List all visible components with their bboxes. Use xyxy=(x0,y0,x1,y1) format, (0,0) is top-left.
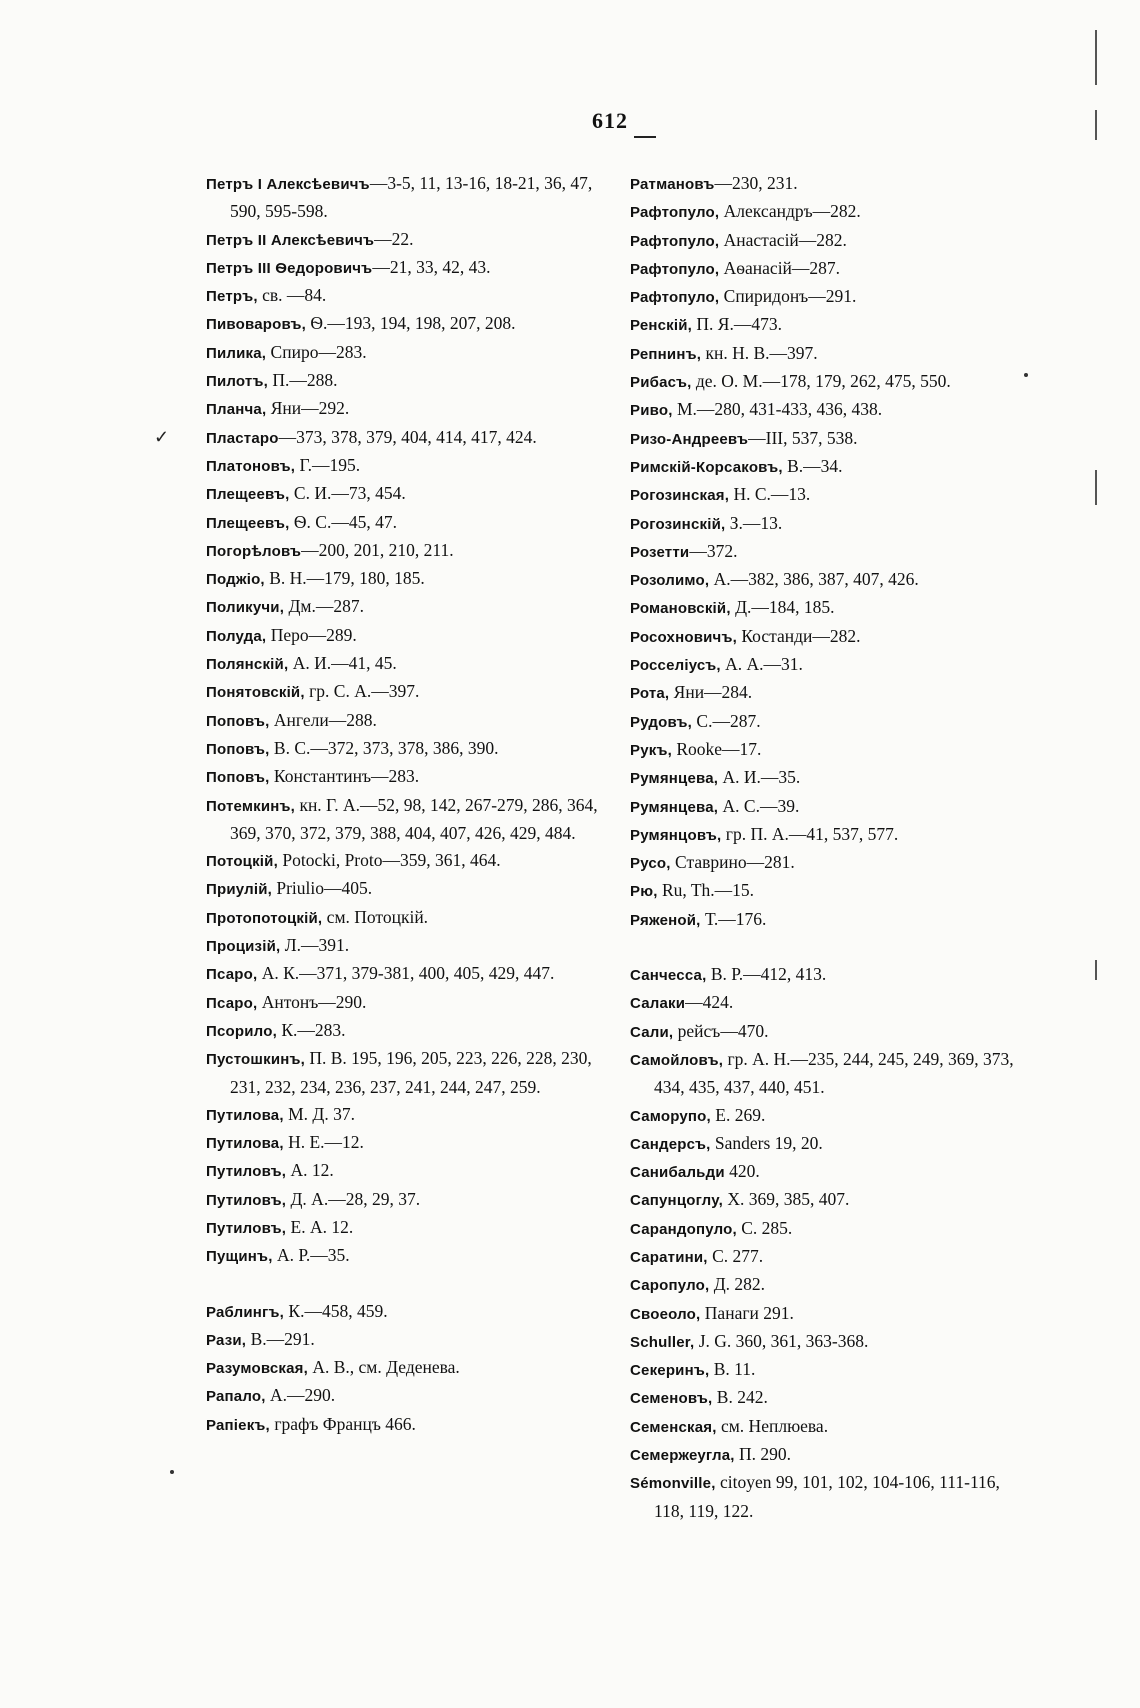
entry-refs: Н. Е.—12. xyxy=(283,1132,364,1153)
index-entry xyxy=(630,510,1030,538)
entry-name: Своеоло, xyxy=(630,1305,701,1323)
entry-refs: Константинъ—283. xyxy=(269,766,420,787)
entry-refs: П. В. 195, 196, 205, 223, 226, 228, 230, 231, 232, 234, 236, 237, 241, 244, 247, 259. xyxy=(230,1048,592,1097)
entry-name: Поджіо, xyxy=(206,571,265,589)
entry-name: Сапунцоглу, xyxy=(630,1192,723,1210)
entry-name: Псорило, xyxy=(206,1022,277,1040)
entry-name: Румянцева, xyxy=(630,798,719,816)
entry-refs: А. К.—371, 379-381, 400, 405, 429, 447. xyxy=(257,963,555,984)
index-entry xyxy=(630,1046,1030,1102)
entry-name: Путилова, xyxy=(206,1135,284,1153)
entry-name: Петръ I Алексѣевичъ xyxy=(206,176,370,193)
entry-refs: Х. 369, 385, 407. xyxy=(723,1189,850,1210)
entry-name: Рота, xyxy=(630,685,670,703)
entry-name: Путилова, xyxy=(206,1106,284,1124)
index-entry xyxy=(206,960,606,988)
edge-mark xyxy=(1095,110,1097,140)
entry-name: Петръ III Ѳедоровичъ xyxy=(206,259,373,277)
index-entry xyxy=(630,594,1030,622)
entry-name: Репнинъ, xyxy=(630,345,702,363)
index-entry xyxy=(630,708,1030,736)
entry-name: Санибальди xyxy=(630,1164,725,1182)
index-entry xyxy=(206,1354,606,1382)
entry-name: Риво, xyxy=(630,402,673,420)
index-entry xyxy=(630,1441,1030,1469)
entry-name: Планча, xyxy=(206,401,267,419)
entry-name: Рудовъ, xyxy=(630,713,693,731)
index-entry xyxy=(206,480,606,508)
index-entry xyxy=(206,1382,606,1410)
index-entry xyxy=(630,906,1030,934)
entry-refs: Спиридонъ—291. xyxy=(719,286,857,307)
entry-name: Розетти xyxy=(630,543,690,561)
index-entry xyxy=(630,1215,1030,1243)
entry-refs: К.—283. xyxy=(276,1019,346,1040)
entry-refs: В. 11. xyxy=(709,1359,756,1380)
index-entry xyxy=(630,1469,1030,1525)
index-entry xyxy=(630,396,1030,424)
entry-refs: —230, 231. xyxy=(714,173,798,193)
entry-refs: кн. Г. А.—52, 98, 142, 267-279, 286, 364, 369, 370, 372, 379, 388, 404, 407, 426, 429, 484. xyxy=(230,794,598,843)
entry-refs: Priulio—405. xyxy=(272,878,373,899)
entry-refs: Т.—176. xyxy=(700,908,767,929)
entry-refs: Sanders 19, 20. xyxy=(710,1132,823,1153)
entry-name: Рапало, xyxy=(206,1388,266,1406)
index-entry xyxy=(630,538,1030,566)
index-entry xyxy=(630,989,1030,1017)
page-number: 612 xyxy=(592,108,628,133)
section-gap xyxy=(630,934,1030,961)
entry-refs: В. С.—372, 373, 378, 386, 390. xyxy=(269,737,499,758)
entry-refs: Л.—391. xyxy=(280,935,350,956)
entry-refs: В. Н.—179, 180, 185. xyxy=(264,568,425,589)
entry-refs: В.—34. xyxy=(782,455,843,476)
entry-refs: см. Неплюева. xyxy=(716,1415,829,1436)
index-entry xyxy=(206,254,606,282)
entry-refs: Ставрино—281. xyxy=(670,852,795,873)
entry-name: Плещеевъ, xyxy=(206,514,290,532)
index-entry xyxy=(206,593,606,621)
index-entry xyxy=(630,1130,1030,1158)
entry-refs: —424. xyxy=(685,992,734,1013)
entry-refs: Ru, Th.—15. xyxy=(657,880,755,901)
index-column-left xyxy=(154,170,606,1439)
entry-refs: А. С.—39. xyxy=(718,795,800,816)
entry-name: Семержеугла, xyxy=(630,1447,735,1465)
index-entry xyxy=(206,1298,606,1326)
index-entry xyxy=(630,821,1030,849)
entry-name: Ренскій, xyxy=(630,317,693,335)
entry-name: Петръ II Алексѣевичъ xyxy=(206,231,375,249)
index-entry xyxy=(206,1242,606,1270)
entry-refs: З.—13. xyxy=(725,512,783,533)
entry-name: Румянцева, xyxy=(630,770,719,788)
entry-refs: К.—458, 459. xyxy=(284,1300,388,1321)
entry-name: Рибасъ, xyxy=(630,374,692,392)
entry-name: Петръ, xyxy=(206,288,258,306)
entry-refs: 420. xyxy=(724,1161,760,1182)
entry-name: Пилотъ, xyxy=(206,373,268,391)
entry-name: Сали, xyxy=(630,1023,674,1041)
entry-refs: Спиро—283. xyxy=(266,341,367,362)
entry-name: Ризо-Андреевъ xyxy=(630,430,749,448)
entry-name: Путиловъ, xyxy=(206,1191,287,1209)
index-entry xyxy=(206,509,606,537)
index-entry xyxy=(630,566,1030,594)
entry-refs: В.—291. xyxy=(246,1328,315,1349)
index-entry xyxy=(630,198,1030,226)
entry-name: Рапіекъ, xyxy=(206,1416,270,1434)
entry-refs: Панаги 291. xyxy=(700,1302,794,1323)
index-entry xyxy=(630,311,1030,339)
index-entry xyxy=(630,453,1030,481)
index-entry xyxy=(206,282,606,310)
entry-refs: Ѳ. С.—45, 47. xyxy=(289,511,397,532)
edge-mark xyxy=(1095,470,1097,505)
index-entry xyxy=(206,678,606,706)
index-entry xyxy=(630,736,1030,764)
index-entry xyxy=(630,1158,1030,1186)
entry-name: Розолимо, xyxy=(630,572,710,590)
entry-name: Ратмановъ xyxy=(630,176,715,193)
entry-name: Schuller, xyxy=(630,1333,695,1351)
entry-name: Самойловъ, xyxy=(630,1051,724,1069)
index-column-right xyxy=(630,170,1030,1525)
entry-name: Пивоваровъ, xyxy=(206,316,307,334)
index-entry xyxy=(206,1186,606,1214)
entry-refs: С.—287. xyxy=(692,710,761,731)
entry-name: Рази, xyxy=(206,1331,247,1349)
entry-refs: Н. С.—13. xyxy=(729,484,811,505)
entry-name: Полянскій, xyxy=(206,656,289,674)
index-entry xyxy=(206,707,606,735)
entry-name: Sémonville, xyxy=(630,1475,716,1493)
stray-dot xyxy=(170,1470,174,1474)
entry-name: Сандерсъ, xyxy=(630,1135,711,1153)
entry-name: Римскій-Корсаковъ, xyxy=(630,458,783,476)
entry-refs: П. Я.—473. xyxy=(692,314,782,335)
index-entry xyxy=(206,1101,606,1129)
index-entry xyxy=(630,1384,1030,1412)
entry-name: Платоновъ, xyxy=(206,457,296,475)
index-entry xyxy=(206,170,606,226)
entry-name: Разумовская, xyxy=(206,1360,308,1378)
index-entry xyxy=(630,877,1030,905)
index-entry xyxy=(630,1413,1030,1441)
entry-name: Секеринъ, xyxy=(630,1362,710,1380)
entry-name: Саропуло, xyxy=(630,1277,710,1295)
entry-refs: рейсъ—470. xyxy=(673,1020,769,1041)
index-entry xyxy=(206,1214,606,1242)
index-entry xyxy=(206,339,606,367)
entry-refs: —3-5, 11, 13-16, 18-21, 36, 47, 590, 595-598. xyxy=(230,173,593,222)
entry-refs: Яни—284. xyxy=(669,682,753,703)
entry-refs: Д. 282. xyxy=(709,1274,766,1295)
entry-refs: П. 290. xyxy=(734,1444,792,1465)
entry-name: Сарандопуло, xyxy=(630,1220,737,1238)
entry-refs: гр. С. А.—397. xyxy=(304,681,420,702)
entry-refs: А.—382, 386, 387, 407, 426. xyxy=(709,569,919,590)
entry-refs: А. Р.—35. xyxy=(272,1245,350,1266)
entry-refs: Е. А. 12. xyxy=(286,1216,354,1237)
entry-name: Румянцовъ, xyxy=(630,826,722,844)
entry-refs: Анастасій—282. xyxy=(719,229,847,250)
entry-refs: С. 277. xyxy=(707,1245,764,1266)
index-entry xyxy=(630,679,1030,707)
index-entry: ✓ Пластаро—373, 378, 379, 404, 414, 417, 424. xyxy=(154,426,537,447)
index-entry xyxy=(206,875,606,903)
index-entry xyxy=(206,367,606,395)
entry-refs: кн. Н. В.—397. xyxy=(701,342,818,363)
entry-refs: Ѳ.—193, 194, 198, 207, 208. xyxy=(306,313,516,334)
entry-name: Путиловъ, xyxy=(206,1219,287,1237)
entry-refs: П.—288. xyxy=(267,370,338,391)
index-entry xyxy=(206,452,606,480)
index-entry xyxy=(206,650,606,678)
entry-name: Росселіусъ, xyxy=(630,657,721,675)
index-entry xyxy=(630,1186,1030,1214)
index-entry xyxy=(630,849,1030,877)
entry-name: Поповъ, xyxy=(206,769,270,787)
entry-name: Потемкинъ, xyxy=(206,797,296,815)
entry-name: Пустошкинъ, xyxy=(206,1051,305,1069)
entry-name: Рафтопуло, xyxy=(630,232,720,250)
index-entry xyxy=(206,735,606,763)
entry-refs: графъ Францъ 466. xyxy=(269,1413,416,1434)
entry-name: Путиловъ, xyxy=(206,1163,287,1181)
entry-name: Раблингъ, xyxy=(206,1303,285,1321)
entry-refs: Д.—184, 185. xyxy=(730,597,835,618)
entry-name: Рю, xyxy=(630,883,658,901)
entry-refs: А. И.—41, 45. xyxy=(288,653,397,674)
entry-refs: св. —84. xyxy=(257,285,327,306)
entry-refs: М.—280, 431-433, 436, 438. xyxy=(672,399,883,420)
index-entry xyxy=(206,763,606,791)
entry-name: Полуда, xyxy=(206,627,267,645)
index-entry xyxy=(206,932,606,960)
entry-refs: А. В., см. Деденева. xyxy=(307,1357,460,1378)
index-entry xyxy=(630,1243,1030,1271)
entry-refs: J. G. 360, 361, 363-368. xyxy=(694,1330,869,1351)
entry-name: Рукъ, xyxy=(630,741,672,759)
entry-refs: Ангели—288. xyxy=(269,709,377,730)
entry-refs: С. И.—73, 454. xyxy=(289,483,406,504)
index-entry xyxy=(206,904,606,932)
index-entry xyxy=(630,368,1030,396)
entry-refs: А. А.—31. xyxy=(720,654,803,675)
entry-refs: —21, 33, 42, 43. xyxy=(372,256,491,277)
entry-name: Рафтопуло, xyxy=(630,289,720,307)
entry-refs: М. Д. 37. xyxy=(283,1103,355,1124)
index-entry xyxy=(206,1326,606,1354)
edge-mark xyxy=(1095,30,1097,85)
index-entry xyxy=(630,764,1030,792)
index-entry xyxy=(206,989,606,1017)
entry-refs: —200, 201, 210, 211. xyxy=(301,539,454,560)
entry-refs: Г.—195. xyxy=(295,454,361,475)
entry-refs: А. 12. xyxy=(286,1160,334,1181)
entry-name: Приулій, xyxy=(206,881,272,899)
index-entry xyxy=(630,1018,1030,1046)
entry-refs: Антонъ—290. xyxy=(257,991,367,1012)
entry-refs: Дм.—287. xyxy=(284,596,364,617)
entry-name: Псаро, xyxy=(206,966,258,984)
entry-name: Рафтопуло, xyxy=(630,260,720,278)
entry-refs: А. И.—35. xyxy=(718,767,801,788)
entry-refs: гр. А. Н.—235, 244, 245, 249, 369, 373, 434, 435, 437, 440, 451. xyxy=(654,1048,1014,1098)
entry-refs: Potocki, Proto—359, 361, 464. xyxy=(277,850,501,871)
entry-refs: В. Р.—412, 413. xyxy=(706,964,827,985)
index-entry xyxy=(206,1017,606,1045)
index-entry xyxy=(206,537,606,565)
entry-name: Саморупо, xyxy=(630,1107,711,1125)
index-entry xyxy=(630,170,1030,198)
index-entry xyxy=(630,651,1030,679)
entry-name: Протопотоцкій, xyxy=(206,909,323,927)
entry-refs: Rooke—17. xyxy=(671,738,762,759)
entry-name: Рогозинская, xyxy=(630,487,730,505)
entry-name: Ряженой, xyxy=(630,911,701,929)
entry-refs: —22. xyxy=(374,228,414,249)
entry-refs: см. Потоцкій. xyxy=(322,906,429,927)
index-entry xyxy=(630,340,1030,368)
entry-name: Поликучи, xyxy=(206,599,285,617)
index-entry xyxy=(206,847,606,875)
index-entry xyxy=(206,1129,606,1157)
index-entry xyxy=(630,283,1030,311)
index-entry xyxy=(630,1328,1030,1356)
index-entry xyxy=(630,255,1030,283)
entry-refs: де. О. М.—178, 179, 262, 475, 550. xyxy=(691,371,951,392)
entry-refs: Костанди—282. xyxy=(736,625,861,646)
entry-name: Пластаро xyxy=(206,429,279,447)
index-entry xyxy=(206,622,606,650)
index-entry xyxy=(206,792,606,848)
index-entry xyxy=(206,1157,606,1185)
entry-name: Пилика, xyxy=(206,344,267,362)
index-entry xyxy=(206,395,606,423)
index-entry xyxy=(206,1045,606,1101)
entry-name: Рогозинскій, xyxy=(630,515,726,533)
entry-name: Романовскій, xyxy=(630,600,731,618)
entry-refs: Д. А.—28, 29, 37. xyxy=(286,1188,421,1209)
entry-refs: А.—290. xyxy=(265,1385,336,1406)
index-entry xyxy=(206,226,606,254)
entry-name: Поповъ, xyxy=(206,712,270,730)
index-entry xyxy=(206,310,606,338)
entry-name: Псаро, xyxy=(206,994,258,1012)
index-entry xyxy=(630,1300,1030,1328)
entry-refs: С. 285. xyxy=(736,1217,793,1238)
entry-name: Росохновичъ, xyxy=(630,628,737,646)
entry-refs: Аѳанасій—287. xyxy=(719,257,841,278)
entry-refs: —372. xyxy=(689,540,738,561)
section-gap xyxy=(206,1271,606,1298)
entry-name: Потоцкій, xyxy=(206,853,278,871)
page-number-rule xyxy=(634,136,656,138)
entry-refs: Перо—289. xyxy=(266,624,357,645)
entry-name: Рафтопуло, xyxy=(630,204,720,222)
index-entry xyxy=(630,961,1030,989)
entry-name: Семеновъ, xyxy=(630,1390,713,1408)
entry-name: Русо, xyxy=(630,855,671,873)
entry-refs: Яни—292. xyxy=(266,398,350,419)
index-entry xyxy=(630,1271,1030,1299)
entry-name: Понятовскій, xyxy=(206,684,305,702)
index-entry xyxy=(206,565,606,593)
index-entry xyxy=(630,623,1030,651)
index-entry xyxy=(630,1102,1030,1130)
entry-refs: гр. П. А.—41, 537, 577. xyxy=(721,823,899,844)
entry-name: Погорѣловъ xyxy=(206,542,302,560)
entry-name: Санчесса, xyxy=(630,967,707,985)
index-entry xyxy=(206,1411,606,1439)
entry-refs: Александръ—282. xyxy=(719,201,861,222)
entry-name: Процизій, xyxy=(206,938,281,956)
edge-mark xyxy=(1095,960,1097,980)
entry-name: Саратини, xyxy=(630,1248,708,1266)
index-entry xyxy=(630,1356,1030,1384)
index-entry xyxy=(630,227,1030,255)
entry-name: Поповъ, xyxy=(206,740,270,758)
index-entry xyxy=(630,793,1030,821)
entry-refs: citoyen 99, 101, 102, 104-106, 111-116, 118, 119, 122. xyxy=(654,1472,1000,1521)
entry-refs: —III, 537, 538. xyxy=(748,427,858,448)
index-entry xyxy=(630,425,1030,453)
entry-name: Салаки xyxy=(630,995,686,1013)
entry-refs: В. 242. xyxy=(712,1387,768,1408)
entry-name: Семенская, xyxy=(630,1418,717,1436)
index-entry xyxy=(630,481,1030,509)
entry-refs: —373, 378, 379, 404, 414, 417, 424. xyxy=(278,426,537,447)
entry-refs: Е. 269. xyxy=(710,1104,766,1125)
entry-name: Пущинъ, xyxy=(206,1248,273,1266)
entry-name: Плещеевъ, xyxy=(206,486,290,504)
